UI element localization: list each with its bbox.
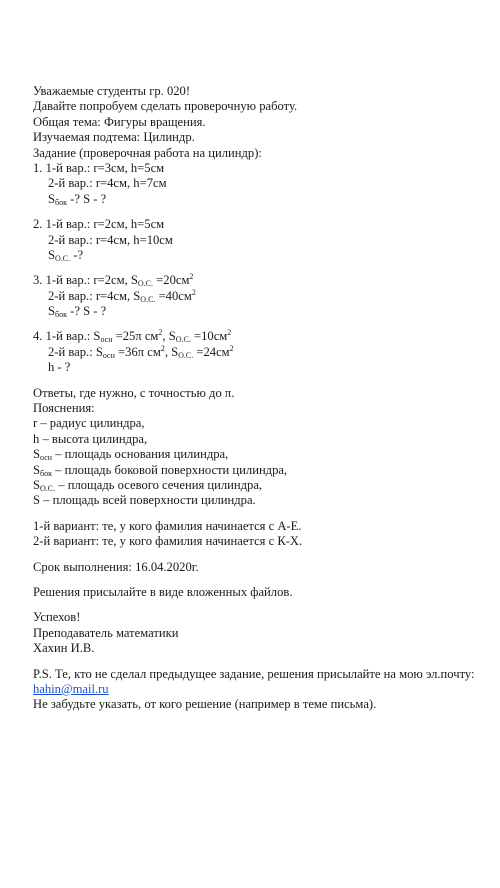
subscript: осн: [40, 453, 53, 463]
superscript: 2: [189, 272, 194, 282]
subscript: О.С.: [175, 335, 191, 345]
definition-text: – площадь основания цилиндра,: [52, 447, 229, 462]
symbol-s: S: [48, 304, 56, 319]
variant-text: 3. 1-й вар.: r=2см, S: [33, 273, 138, 288]
intro-line: Давайте попробуем сделать проверочную работу.: [33, 99, 298, 114]
explanations-title: Пояснения:: [33, 401, 95, 416]
superscript: 2: [191, 287, 196, 297]
submission-note: Решения присылайте в виде вложенных файлов.: [33, 584, 293, 599]
task2-question: [33, 248, 495, 263]
email-link[interactable]: hahin@mail.ru: [33, 681, 109, 696]
ps-text: P.S. Те, кто не сделал предыдущее задание, решения присылайте на мою эл.почту:: [33, 666, 475, 681]
letter-body: [33, 84, 495, 713]
email-line: [33, 682, 495, 697]
subscript: осн: [100, 335, 113, 345]
task4-variant1: [33, 329, 495, 344]
superscript: 2: [229, 343, 234, 353]
explain-r: r – радиус цилиндра,: [33, 416, 145, 431]
task3-variant1: [33, 273, 495, 288]
variant-text: 4. 1-й вар.: S: [33, 329, 101, 344]
explain-s-bok: [33, 463, 495, 478]
subscript: О.С.: [178, 350, 194, 360]
value-text: =40см: [155, 288, 192, 303]
superscript: 2: [227, 328, 232, 338]
topic-line: Общая тема: Фигуры вращения.: [33, 114, 206, 129]
variant2-rule: 2-й вариант: те, у кого фамилия начинается с К-Х.: [33, 534, 303, 549]
task-title: Задание (проверочная работа на цилиндр):: [33, 145, 262, 160]
closing-wish: Успехов!: [33, 610, 81, 625]
greeting: Уважаемые студенты гр. 020!: [33, 84, 191, 98]
signature-role: Преподаватель математики: [33, 625, 179, 640]
symbol-s: S: [48, 191, 56, 206]
variant1-rule: 1-й вариант: те, у кого фамилия начинается с А-Е.: [33, 518, 302, 533]
task1-variant1: 1. 1-й вар.: r=3см, h=5см: [33, 160, 165, 175]
symbol-s: S: [33, 477, 41, 492]
subscript: О.С.: [140, 294, 156, 304]
subscript: бок: [55, 197, 67, 207]
symbol-s: S: [33, 462, 41, 477]
deadline: Срок выполнения: 16.04.2020г.: [33, 559, 199, 574]
separator-text: , S: [164, 344, 179, 359]
variant-text: 2-й вар.: r=4см, S: [48, 288, 141, 303]
value-text: =36π см: [114, 344, 161, 359]
task3-variant2: [33, 289, 495, 304]
value-text: =25π см: [112, 329, 159, 344]
question-text: -? S - ?: [66, 191, 107, 206]
task2-variant1: 2. 1-й вар.: r=2см, h=5см: [33, 217, 165, 232]
value-text: =20см: [153, 273, 190, 288]
subscript: осн: [102, 350, 115, 360]
superscript: 2: [158, 328, 163, 338]
separator-text: , S: [162, 329, 176, 344]
task2-variant2: 2-й вар.: r=4см, h=10см: [48, 232, 173, 247]
task4-question: h - ?: [48, 360, 71, 375]
subscript: О.С.: [137, 279, 154, 289]
definition-text: – площадь осевого сечения цилиндра,: [55, 477, 263, 492]
definition-text: – площадь боковой поверхности цилиндра,: [51, 462, 288, 477]
explain-s: S – площадь всей поверхности цилиндра.: [33, 493, 256, 508]
subscript: бок: [55, 310, 67, 320]
signature-name: Хахин И.В.: [33, 641, 95, 656]
explain-s-osn: [33, 447, 495, 462]
superscript: 2: [160, 343, 165, 353]
precision-note: Ответы, где нужно, с точностью до π.: [33, 385, 235, 400]
subscript: О.С.: [40, 483, 56, 493]
task1-question: [33, 192, 495, 207]
question-text: -?: [70, 247, 84, 262]
task4-variant2: [33, 345, 495, 360]
task1-variant2: 2-й вар.: r=4см, h=7см: [48, 176, 167, 191]
symbol-s: S: [48, 247, 56, 262]
symbol-s: S: [33, 447, 41, 462]
subscript: О.С.: [55, 253, 71, 263]
subscript: бок: [40, 468, 52, 478]
question-text: -? S - ?: [66, 304, 107, 319]
variant-text: 2-й вар.: S: [48, 344, 103, 359]
value-text: =10см: [190, 329, 228, 344]
subtopic-line: Изучаемая подтема: Цилиндр.: [33, 130, 195, 145]
explain-h: h – высота цилиндра,: [33, 431, 148, 446]
value-text: =24см: [193, 344, 230, 359]
ps-reminder: Не забудьте указать, от кого решение (например в теме письма).: [33, 697, 377, 712]
explain-s-os: [33, 478, 495, 493]
task3-question: [33, 304, 495, 319]
